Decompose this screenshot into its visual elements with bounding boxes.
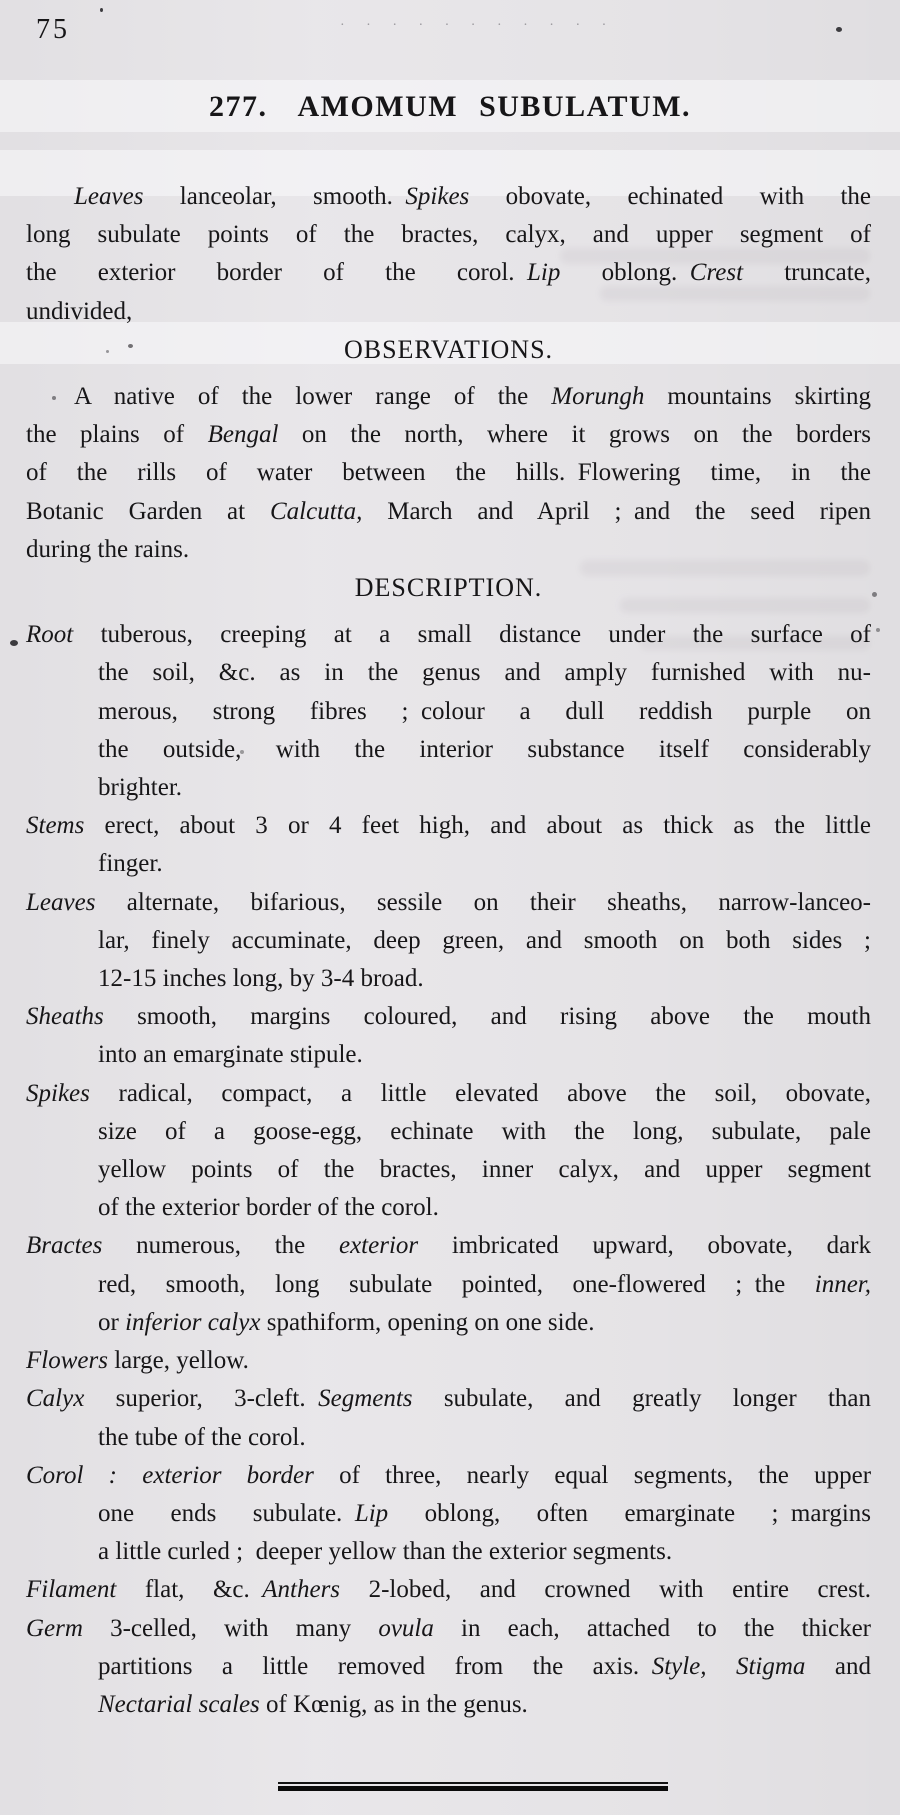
text-line: partitions a little removed from the axis. Style, Stigma and (98, 1652, 871, 1680)
text-line: Stems erect, about 3 or 4 feet high, and about as thick as the little (26, 812, 871, 840)
text-line: 12-15 inches long, by 3-4 broad. (98, 965, 424, 993)
diagnosis-paragraph (26, 178, 871, 331)
description-entry-germ (26, 1610, 871, 1725)
page-title (0, 90, 900, 124)
description-entry-stems (26, 807, 871, 883)
text-line: during the rains. (26, 535, 190, 563)
description-entry-calyx (26, 1380, 871, 1456)
end-rule (278, 1782, 668, 1791)
text-line: Bractes numerous, the exterior imbricated upward, obovate, dark (26, 1232, 872, 1260)
text-line: the outside, with the interior substance itself considerably (98, 735, 871, 763)
description-entry-bractes (26, 1227, 871, 1342)
text-line: finger. (98, 850, 163, 878)
text-line: the tube of the corol. (98, 1423, 306, 1451)
species-number: 277. (208, 90, 268, 123)
text-line: Botanic Garden at Calcutta, March and April ; and the seed ripen (26, 497, 872, 525)
end-rule-thin-line (278, 1782, 668, 1784)
text-line: Filament flat, &c. Anthers 2-lobed, and crowned with entire crest. (26, 1576, 871, 1604)
description-entry-root (26, 616, 871, 807)
description-entries (26, 616, 871, 1724)
species-name: AMOMUM SUBULATUM. (297, 90, 692, 123)
text-line: undivided, (26, 297, 133, 325)
scan-speckle (100, 8, 103, 12)
text-line: brighter. (98, 774, 183, 802)
text-line: red, smooth, long subulate pointed, one-flowered ; the inner, (98, 1270, 871, 1298)
text-line: Nectarial scales of Kœnig, as in the genus. (98, 1690, 528, 1718)
text-line: Corol : exterior border of three, nearly equal segments, the upper (26, 1461, 872, 1489)
text-line: the exterior border of the corol. Lip oblong. Crest truncate, (26, 259, 871, 287)
text-line: one ends subulate. Lip oblong, often emarginate ; margins (98, 1499, 872, 1527)
scan-speckle (872, 592, 877, 597)
text-line: Calyx superior, 3-cleft. Segments subulate, and greatly longer than (26, 1385, 871, 1413)
description-entry-flowers (26, 1342, 871, 1380)
text-line: Leaves lanceolar, smooth. Spikes obovate, echinated with the (74, 183, 871, 210)
description-entry-sheaths (26, 998, 871, 1074)
scan-speckle (10, 640, 18, 646)
text-line: Flowers large, yellow. (26, 1347, 249, 1375)
text-line: Leaves alternate, bifarious, sessile on their sheaths, narrow-lanceo- (26, 888, 871, 916)
text-line: size of a goose-egg, echinate with the long, subulate, pale (98, 1117, 871, 1145)
text-line: merous, strong fibres ; colour a dull reddish purple on (98, 697, 871, 725)
text-line: of the exterior border of the corol. (98, 1194, 439, 1222)
scan-speckle (876, 628, 880, 632)
text-line: the soil, &c. as in the genus and amply furnished with nu- (98, 659, 871, 687)
description-entry-corol (26, 1457, 871, 1572)
observations-paragraph (26, 378, 871, 569)
scan-speckle (836, 27, 842, 32)
text-line: Spikes radical, compact, a little elevated above the soil, obovate, (26, 1079, 871, 1107)
text-line: Sheaths smooth, margins coloured, and rising above the mouth (26, 1003, 871, 1031)
description-entry-filament (26, 1571, 871, 1609)
end-rule-thick-line (278, 1786, 668, 1791)
text-line: A native of the lower range of the Morungh mountains skirting (74, 383, 872, 411)
text-line: the plains of Bengal on the north, where it grows on the borders (26, 421, 871, 449)
text-line: Root tuberous, creeping at a small distance under the surface of (26, 621, 871, 649)
text-line: of the rills of water between the hills. Flowering time, in the (26, 459, 871, 487)
text-line: long subulate points of the bractes, calyx, and upper segment of (26, 221, 871, 249)
description-heading: DESCRIPTION. (354, 573, 543, 603)
page-number: 75 (36, 14, 70, 45)
text-line: Germ 3-celled, with many ovula in each, attached to the thicker (26, 1614, 871, 1642)
scan-artifact-dots: · · · · · · · · · · · (340, 18, 616, 33)
text-line: yellow points of the bractes, inner calyx, and upper segment (98, 1156, 871, 1184)
text-line: a little curled ; deeper yellow than the exterior segments. (98, 1538, 673, 1566)
text-line: into an emarginate stipule. (98, 1041, 363, 1069)
text-line: or inferior calyx spathiform, opening on one side. (98, 1308, 595, 1336)
description-entry-spikes (26, 1075, 871, 1228)
page-body (26, 178, 871, 1724)
description-entry-leaves (26, 884, 871, 999)
text-line: lar, finely accuminate, deep green, and smooth on both sides ; (98, 926, 871, 954)
observations-heading: OBSERVATIONS. (343, 334, 554, 364)
